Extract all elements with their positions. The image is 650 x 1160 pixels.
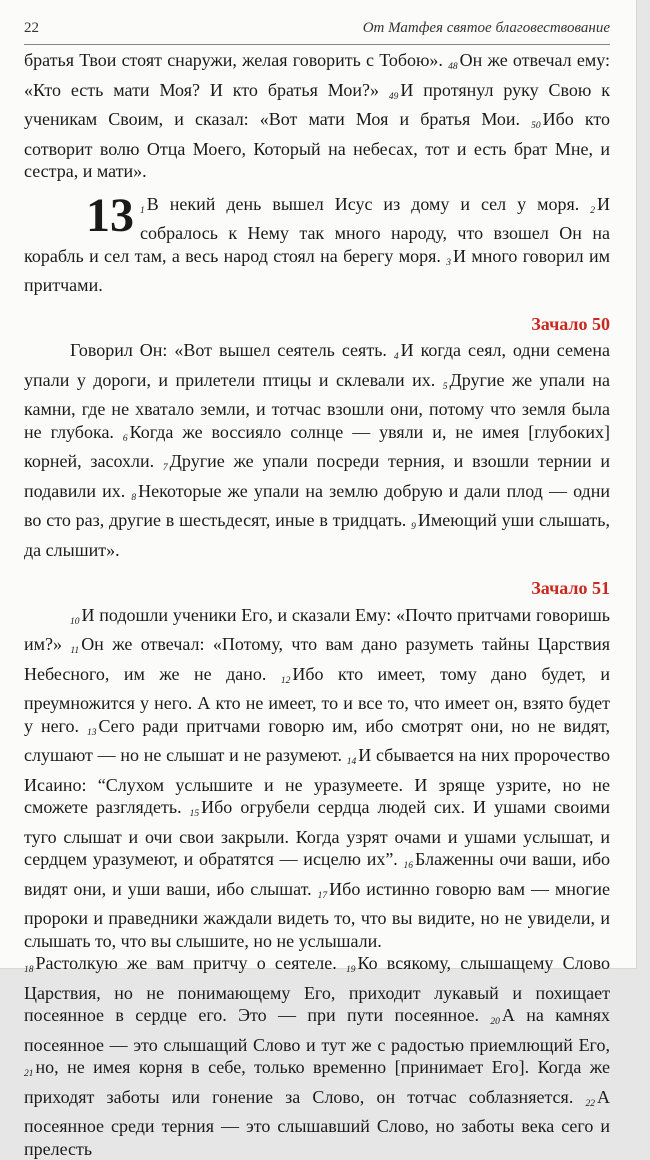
- verse-number: 16: [403, 861, 414, 871]
- verse-text: Он же отвечал: «Потому, что вам дано разуметь тайны Царствия Небесного, им же не дано.: [24, 634, 610, 684]
- section-heading-50: Зачало 50: [531, 313, 610, 334]
- paragraph-ch13-open: [24, 188, 610, 297]
- verse-number: 2: [590, 205, 595, 216]
- verse-text: Говорил Он: «Вот вышел сеятель сеять.: [70, 340, 387, 360]
- paragraph-ch12-end: [24, 49, 610, 183]
- verse-number: 11: [70, 646, 80, 656]
- verse-number: 8: [131, 492, 137, 503]
- verse-text: Ибо кто имеет, тому дано будет, и преумножится у него. А кто не имеет, то и все то, что имеет он, взято будет у него.: [24, 663, 610, 736]
- verse-text: Когда же воссияло солнце — увяли и, не имея [глубоких] корней, засохли.: [24, 421, 611, 471]
- verse-text: Растолкую же вам притчу о сеятеле.: [35, 953, 337, 973]
- paragraph-sower: [24, 339, 610, 561]
- verse-number: 21: [24, 1069, 34, 1079]
- verse-number: 1: [140, 205, 145, 216]
- verse-number: 9: [411, 522, 416, 532]
- page-number: 22: [24, 20, 39, 36]
- verse-text: Ибо истинно говорю вам — многие пророки и праведники жаждали видеть то, что вы видите, но не увидели, и слышать то, что вы слышите, но не услышали.: [24, 878, 610, 951]
- chapter-number: 13: [86, 188, 134, 242]
- verse-number: 14: [346, 757, 357, 767]
- section-heading-51: Зачало 51: [531, 578, 610, 598]
- running-header: [24, 20, 610, 42]
- verse-number: 6: [122, 433, 128, 444]
- verse-text: Другие же упали на камни, где не хватало земли, и тотчас взошли они, потому что земля была не глубока.: [24, 369, 610, 442]
- verse-text: И подошли ученики Его, и сказали Ему: «Почто притчами говоришь им?»: [24, 604, 610, 654]
- verse-number: 10: [70, 616, 80, 627]
- verse-text: Другие же упали посреди терния, и взошли тернии и подавили их.: [24, 451, 610, 501]
- verse-number: 20: [490, 1017, 500, 1027]
- verse-text: А на камнях посеянное — это слышащий Слово и тут же с радостью приемлющий Его,: [24, 1005, 611, 1055]
- verse-text: И когда сеял, одни семена упали у дороги, и прилетели птицы и склевали их.: [24, 340, 611, 390]
- paragraph-parables: [24, 604, 610, 953]
- verse-text: И много говорил им притчами.: [24, 245, 610, 295]
- verse-text: Ибо огрубели сердца людей сих. И ушами своими туго слышат и очи свои закрыли. Когда узрят очами и ушами услышат, и сердцем уразумеют, и обратятся — исцелю их”.: [24, 797, 611, 869]
- verse-text: Некоторые же упали на землю добрую и дали плод — одни во сто раз, другие в шестьдесят, иные в тридцать.: [24, 480, 610, 530]
- paragraph-explanation: [24, 952, 610, 1160]
- verse-text: но, не имея корня в себе, только временно [принимает Его]. Когда же приходят заботы или гонение за Слово, он тотчас соблазняется.: [24, 1057, 610, 1107]
- verse-number: 18: [24, 965, 34, 975]
- verse-number: 3: [446, 257, 452, 268]
- verse-text: Блаженны очи ваши, ибо видят они, и уши ваши, ибо слышат.: [24, 849, 610, 899]
- verse-text: А посеянное среди терния — это слышавший Слово, но заботы века сего и прелесть: [24, 1086, 611, 1159]
- verse-number: 4: [393, 352, 399, 362]
- verse-number: 22: [585, 1098, 596, 1109]
- verse-number: 15: [189, 809, 200, 819]
- running-title: От Матфея святое благовествование: [362, 20, 610, 36]
- verse-number: 17: [317, 890, 328, 901]
- verse-number: 7: [162, 463, 168, 473]
- header-rule: [24, 44, 610, 45]
- verse-text: братья Твои стоят снаружи, желая говорить с Тобою».: [24, 50, 443, 70]
- verse-text: Ибо кто сотворит волю Отца Моего, Который на небесах, тот и есть брат Мне, и сестра, и мати».: [24, 109, 610, 181]
- verse-number: 50: [531, 121, 541, 131]
- verse-text: В некий день вышел Исус из дому и сел у моря.: [146, 193, 580, 214]
- verse-text: Он же отвечал ему: «Кто есть мати Моя? И кто братья Мои?»: [24, 50, 610, 100]
- verse-number: 12: [280, 675, 291, 686]
- verse-text: Имеющий уши слышать, да слышит».: [24, 510, 610, 560]
- verse-number: 19: [345, 965, 356, 975]
- verse-text: Сего ради притчами говорю им, ибо смотрят они, но не видят, слушают — но не слышат и не разумеют.: [24, 715, 610, 765]
- body-text: [24, 49, 610, 1160]
- verse-number: 13: [86, 727, 97, 738]
- verse-number: 5: [442, 381, 448, 392]
- verse-number: 49: [388, 91, 399, 102]
- verse-text: Ко всякому, слышащему Слово Царствия, но не понимающему Его, приходит лукавый и похищает посеянное в сердце его. Это — при пути посеянное.: [24, 953, 611, 1025]
- verse-text: И протянул руку Свою к ученикам Своим, и сказал: «Вот мати Моя и братья Мои.: [24, 79, 610, 129]
- verse-text: И собралось к Нему так много народу, что взошел Он на корабль и сел там, а весь народ стоял на берегу моря.: [24, 193, 610, 266]
- verse-text: И сбывается на них пророчество Исаино: “Слухом услышите и не уразумеете. И зряще узрите, но не сможете разглядеть.: [24, 745, 610, 817]
- verse-number: 48: [448, 62, 458, 72]
